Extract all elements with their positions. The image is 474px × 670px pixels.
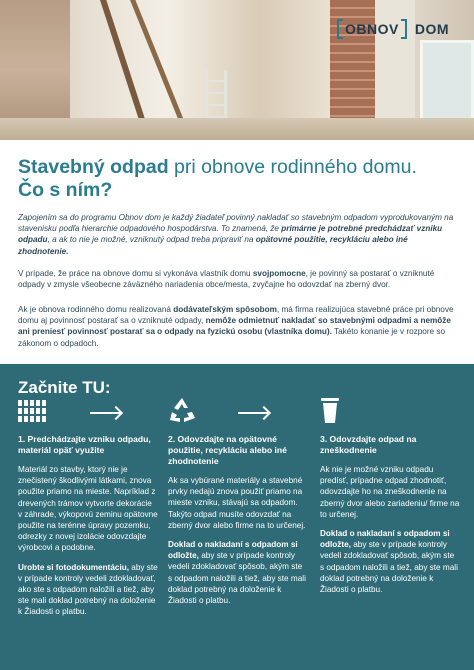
para-bold: dodávateľským spôsobom (173, 305, 277, 314)
step-heading: 3. Odovzdajte odpad na zneškodnenie (320, 434, 417, 455)
steps-title: Začnite TU: (18, 378, 111, 397)
step-note-text: aby ste v prípade kontroly vedeli zdokladovať, ako ste s odpadom naložili a tiež, aby ste mali doklad potrebný na doloženie k Žiadosti o platbu. (18, 562, 158, 617)
para-bold: nemôže odmietnuť nakladať so stavebnými odpadmi a nemôže ani preniesť povinnosť postarať sa o odpady na fyzickú osobu (vlastníka domu). (18, 316, 451, 337)
step-1 (18, 434, 158, 618)
step-note-bold: Urobte si fotodokumentáciu, (18, 562, 129, 572)
hero-window (420, 40, 474, 130)
para-text: Ak je obnova rodinného domu realizovaná (18, 305, 174, 314)
arrow-icon (90, 412, 120, 414)
trash-bin-icon (320, 396, 340, 429)
intro-text: , a ak to nie je možné, vzniknutý odpad treba pripraviť na (47, 235, 256, 245)
step-note (168, 539, 308, 606)
para-text: Takéto konanie je v rozpore so zákonom o odpadoch. (18, 327, 446, 348)
step-note (320, 528, 460, 595)
self-help-paragraph (18, 268, 458, 290)
step-note-text: aby ste v prípade kontroly vedeli zdokladovať spôsob, akým ste s odpadom naložili a tiež, aby ste mali doklad potrebný na doloženie k Žiadosti o platbu. (168, 551, 306, 606)
para-bold: svojpomocne (252, 269, 306, 278)
step-3 (320, 434, 460, 595)
title-bold: Stavebný odpad (18, 156, 169, 178)
step-heading: 2. Odovzdajte na opätovné použitie, recykláciu alebo iné zhodnotenie (168, 434, 287, 466)
step-note-text: aby ste v prípade kontroly vedeli zdokladovať spôsob, akým ste s odpadom naložili a tiež, aby ste mali doklad potrebný na doloženie k Žiadosti o platbu. (320, 540, 458, 595)
para-text: , je povinný sa postarať o vzniknuté odpady v zmysle všeobecne záväzného nariadenia obce/mesta, zvyčajne ho odovzdať na zberný dvor. (18, 269, 435, 290)
contractor-paragraph (18, 304, 458, 349)
intro-bold: opätovné použitie, recykláciu alebo iné zhodnotenie. (18, 235, 408, 256)
hero-floor (0, 118, 474, 140)
brick-wall-icon (18, 400, 46, 427)
logo-word-left: OBNOV (345, 21, 399, 37)
intro-text: Zapojením sa do programu Obnov dom je každý žiadateľ povinný nakladať so stavebným odpadom vyprodukovaným na stavenisku podľa hierarchie odpadového hospodárstva. To znamená, že (18, 213, 454, 234)
intro-bold: primárne je potrebné predchádzať vzniku odpadu (18, 224, 443, 245)
step-body: Materiál zo stavby, ktorý nie je znečistený škodlivými látkami, znova použite priamo na mieste. Napríklad z drevených trámov vytvorte dekorácie v záhrade, výkopovú zeminu opätovne použite na terénne úpravy pozemku, odrezky z novej izolácie odovzdajte výrobcovi a podobne. (18, 465, 158, 553)
steps-section (0, 364, 474, 670)
obnov-dom-logo (337, 18, 451, 40)
intro-paragraph (18, 212, 458, 257)
recycle-icon (168, 396, 196, 429)
title-line2: Čo s ním? (18, 179, 113, 201)
step-2 (168, 434, 308, 606)
para-text: , má firma realizujúca stavebné práce pri obnove domu aj povinnosť postarať sa o vzniknuté odpady, (18, 305, 454, 326)
step-note-bold: Doklad o nakladaní s odpadom si odložte, (320, 529, 450, 550)
hero-photo (0, 0, 474, 140)
logo-word-right: DOM (414, 21, 450, 37)
step-note-bold: Doklad o nakladaní s odpadom si odložte, (168, 540, 298, 561)
arrow-icon (238, 412, 268, 414)
title-rest: pri obnove rodinného domu. (168, 156, 417, 178)
logo-bracket-right (401, 19, 407, 39)
step-note (18, 562, 158, 618)
step-body: Ak nie je možné vzniku odpadu predísť, prípadne odpad zhodnotiť, odovzdajte ho na zneškodnenie na zberný dvor alebo zariadeniu/ firme na to určenej. (320, 465, 460, 519)
page-title (18, 156, 458, 202)
para-text: V prípade, že práce na obnove domu si vykonáva vlastník domu (18, 269, 253, 278)
step-heading: 1. Predchádzajte vzniku odpadu, materiál opäť využite (18, 434, 151, 455)
step-body: Ak sa vybúrané materiály a stavebné prvky nedajú znova použiť priamo na mieste vzniku, stávajú sa odpadom. Takýto odpad musíte odovzdať na zberný dvor alebo firme na to určenej. (168, 476, 306, 530)
